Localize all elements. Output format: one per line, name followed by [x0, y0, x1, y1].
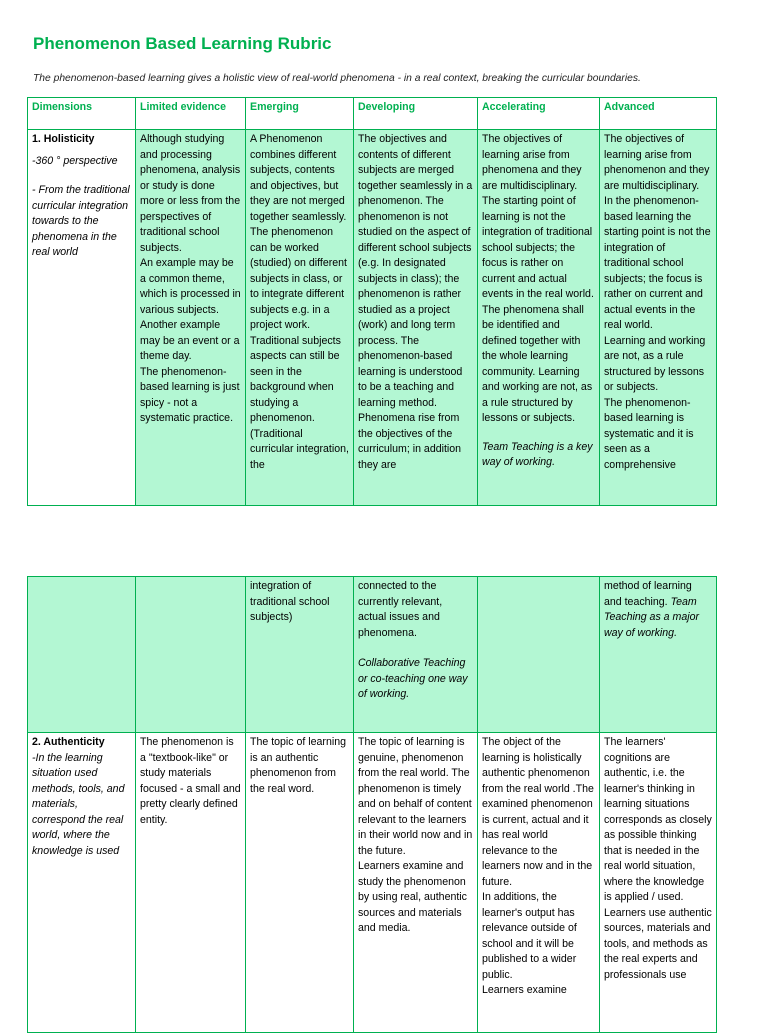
rubric-table-authenticity [27, 732, 717, 1033]
holisticity-developing-cont-note: Collaborative Teaching or co-teaching one way of working. [358, 657, 468, 700]
authenticity-name: 2. Authenticity [32, 736, 105, 748]
header-dimensions: Dimensions [28, 98, 136, 130]
holisticity-emerging-cell: A Phenomenon combines different subjects, contents and objectives, but they are not merged together seamlessly. The phenomenon can be worked (studied) on different subjects in class, or to integrate different subjects e.g. in a project work. Traditional subjects aspects can still be seen in the background when studying a phenomenon. (Traditional curricular integration, the [246, 130, 354, 506]
holisticity-dimension-cont-cell [28, 577, 136, 733]
holisticity-advanced-cell: The objectives of learning arise from phenomenon and they are multidisciplinary. In the phenomenon-based learning the starting point is not the integration of traditional school subjects; the focus is rather on current and actual events in the real world. Learning and working are not, as a rule structured by lessons or subjects. The phenomenon-based learning is systematic and it is seen as a comprehensive [600, 130, 717, 506]
holisticity-name: 1. Holisticity [32, 133, 95, 145]
holisticity-advanced-cont-note: Team Teaching as a major way of working. [604, 595, 700, 639]
authenticity-advanced-cell: The learners' cognitions are authentic, i.e. the learner's thinking in learning situations corresponds as closely as possible thinking that is needed in the real world situation, where the knowledge is applied / used. Learners use authentic sources, materials and tools, and methods as the real experts and professionals use [600, 733, 717, 1033]
rubric-table-continued [27, 576, 717, 733]
rubric-table [27, 97, 717, 506]
page-subtitle: The phenomenon-based learning gives a holistic view of real-world phenomena - in a real context, breaking the curricular boundaries. [33, 73, 641, 84]
authenticity-note: -In the learning situation used methods, tools, and materials, correspond the real world, where the knowledge is used [32, 751, 125, 857]
header-advanced: Advanced [600, 98, 717, 130]
authenticity-emerging-cell: The topic of learning is an authentic phenomenon from the real word. [246, 733, 354, 1033]
holisticity-dimension-cell [28, 130, 136, 506]
page-title: Phenomenon Based Learning Rubric [33, 34, 332, 53]
authenticity-developing-cell: The topic of learning is genuine, phenomenon from the real world. The phenomenon is timely and on behalf of content relevant to the learners in their world now and in the future. Learners examine and study the phenomenon by using real, authentic sources and materials and media. [354, 733, 478, 1033]
holisticity-developing-cont-text: connected to the currently relevant, actual issues and phenomena. [358, 580, 443, 639]
header-emerging: Emerging [246, 98, 354, 130]
holisticity-row-continued [28, 577, 717, 733]
holisticity-advanced-cont-cell [600, 577, 717, 733]
header-accelerating: Accelerating [478, 98, 600, 130]
holisticity-limited-cell: Although studying and processing phenomena, analysis or study is done more or less from the perspectives of traditional school subjects. An example may be a common theme, which is processed in various subjects. Another example may be an event or a theme day. The phenomenon-based learning is just spicy - not a systematic practice. [136, 130, 246, 506]
holisticity-accelerating-cont-cell [478, 577, 600, 733]
holisticity-advanced-cont-text: method of learning and teaching. [604, 580, 692, 608]
holisticity-note-integration: - From the traditional curricular integration towards to the phenomena in the real world [32, 184, 130, 258]
authenticity-dimension-cell [28, 733, 136, 1033]
authenticity-row [28, 733, 717, 1033]
authenticity-limited-cell: The phenomenon is a "textbook-like" or study materials focused - a small and pretty clearly defined entity. [136, 733, 246, 1033]
header-row [28, 98, 717, 130]
holisticity-accelerating-note: Team Teaching is a key way of working. [482, 440, 593, 468]
holisticity-developing-cont-cell [354, 577, 478, 733]
holisticity-accelerating-cell [478, 130, 600, 506]
authenticity-accelerating-cell: The object of the learning is holistically authentic phenomenon from the real world .The examined phenomenon is current, actual and it has real world relevance to the learners now and in the future. In additions, the learner's output has relevance outside of school and it will be published to a wider public. Learners examine [478, 733, 600, 1033]
header-limited-evidence: Limited evidence [136, 98, 246, 130]
holisticity-accelerating-text: The objectives of learning arise from phenomena and they are multidisciplinary. The starting point of learning is not the integration of traditional school subjects; the focus is rather on current and actual events in the real world. The phenomena shall be identified and defined together with the whole learning community. Learning and working are not, as a rule structured by lessons or subjects. [482, 133, 594, 424]
holisticity-limited-cont-cell [136, 577, 246, 733]
holisticity-row [28, 130, 717, 506]
holisticity-note-perspective: -360 ° perspective [32, 154, 118, 167]
holisticity-emerging-cont-cell: integration of traditional school subjects) [246, 577, 354, 733]
header-developing: Developing [354, 98, 478, 130]
holisticity-developing-cell: The objectives and contents of different subjects are merged together seamlessly in a phenomenon. The phenomenon is not studied on the aspect of different school subjects (e.g. In designated subjects in class); the phenomenon is rather studied as a project (work) and long term process. The phenomenon-based learning is understood to be a teaching and learning method. Phenomena rise from the objectives of the curriculum; in addition they are [354, 130, 478, 506]
